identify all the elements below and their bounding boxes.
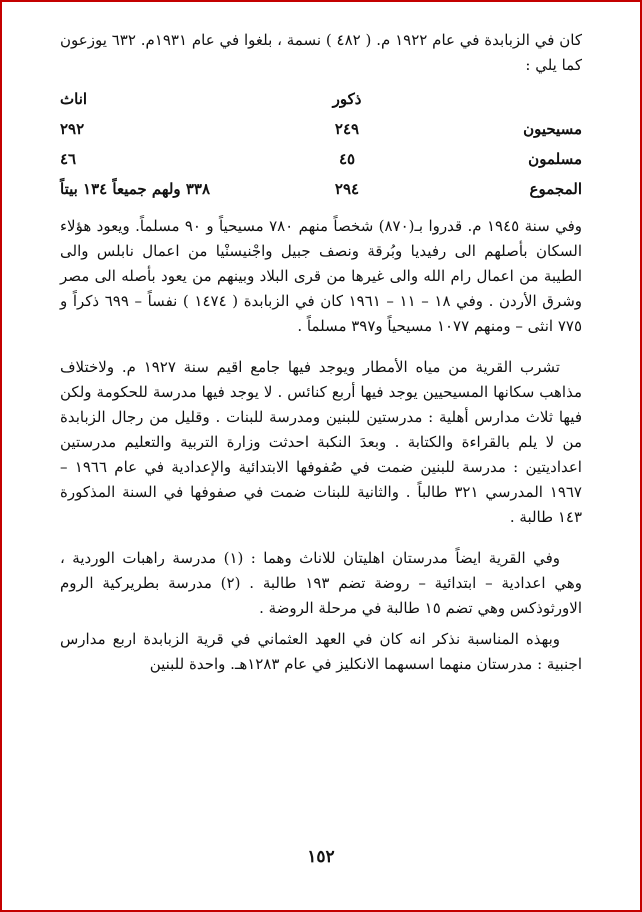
population-table bbox=[60, 84, 582, 204]
row-label: مسلمون bbox=[528, 149, 582, 168]
document-page bbox=[60, 28, 582, 683]
row-male: ٤٥ bbox=[338, 149, 356, 168]
row-male: ٢٤٩ bbox=[334, 119, 360, 138]
row-female: ٢٩٢ bbox=[60, 119, 85, 138]
table-header-row bbox=[60, 84, 582, 114]
paragraph-ottoman-schools: وبهذه المناسبة نذكر انه كان في العهد العثماني في قرية الزبابدة اربع مدارس اجنبية : مدرستان منهما اسسهما الانكليز في عام ١٢٨٣هـ. واحدة للبنين bbox=[60, 630, 582, 673]
row-female: ٤٦ bbox=[60, 149, 77, 168]
paragraph-schools: تشرب القرية من مياه الأمطار ويوجد فيها جامع اقيم سنة ١٩٢٧ م. ولاختلاف مذاهب سكانها المسيحيين يوجد فيها أربع كنائس . لا يوجد فيها مدرسة للحكومة ولكن فيها ثلاث مدارس أهلية : مدرستين للبنين ومدرسة للبنات . وقليل من رجال الزبابدة من لا يلم بالقراءة والكتابة . وبعدَ النكبة احدثت وزارة التربية والتعليم مدرستين اعداديتين : مدرسة للبنين ضمت في صُفوفها الابتدائية والإعدادية في عام ١٩٦٦ – ١٩٦٧ المدرسي ٣٢١ طالباً . والثانية للبنات ضمت في صفوفها في السنة المذكورة ١٤٣ طالبة . bbox=[60, 358, 582, 526]
page-number: ١٥٢ bbox=[307, 847, 335, 867]
table-row bbox=[60, 174, 582, 204]
row-label: المجموع bbox=[529, 179, 582, 198]
paragraph-population-1945: وفي سنة ١٩٤٥ م. قدروا بـ(٨٧٠) شخصاً منهم ٧٨٠ مسيحياً و ٩٠ مسلماً. ويعود هؤلاء السكان بأصلهم الى رفيديا وبُرقة ونصف جبيل واجْنيسنْيا من اعمال نابلس والى الطيبة من اعمال رام الله والى غيرها من قرى البلاد وبينهم من يعود بأصله الى مصر وشرق الأردن . وفي ١٨ – ١١ – ١٩٦١ كان في الزبابدة ( ١٤٧٤ ) نفساً – ٦٩٩ ذكراً و ٧٧٥ انثى – ومنهم ١٠٧٧ مسيحياً و٣٩٧ مسلماً . bbox=[60, 217, 583, 335]
paragraph-girls-schools: وفي القرية ايضاً مدرستان اهليتان للاناث وهما : (١) مدرسة راهبات الوردية ، وهي اعدادية – ابتدائية – روضة تضم ١٩٣ طالبة . (٢) مدرسة بطريركية الروم الاورثوذكس وهي تضم ١٥ طالبة في مرحلة الروضة . bbox=[60, 549, 582, 617]
row-male: ٢٩٤ bbox=[334, 179, 360, 198]
table-row bbox=[60, 114, 582, 144]
paragraph-population-1922: كان في الزبابدة في عام ١٩٢٢ م. ( ٤٨٢ ) نسمة ، بلغوا في عام ١٩٣١م. ٦٣٢ يوزعون كما يلي : bbox=[60, 31, 583, 74]
table-header-empty bbox=[432, 84, 582, 114]
table-row bbox=[60, 144, 582, 174]
table-header-male: ذكور bbox=[332, 89, 362, 108]
table-header-female: اناث bbox=[60, 89, 88, 108]
row-female: ٣٣٨ ولهم جميعاً ١٣٤ بيتاً bbox=[60, 179, 211, 198]
row-label: مسيحيون bbox=[523, 119, 582, 138]
